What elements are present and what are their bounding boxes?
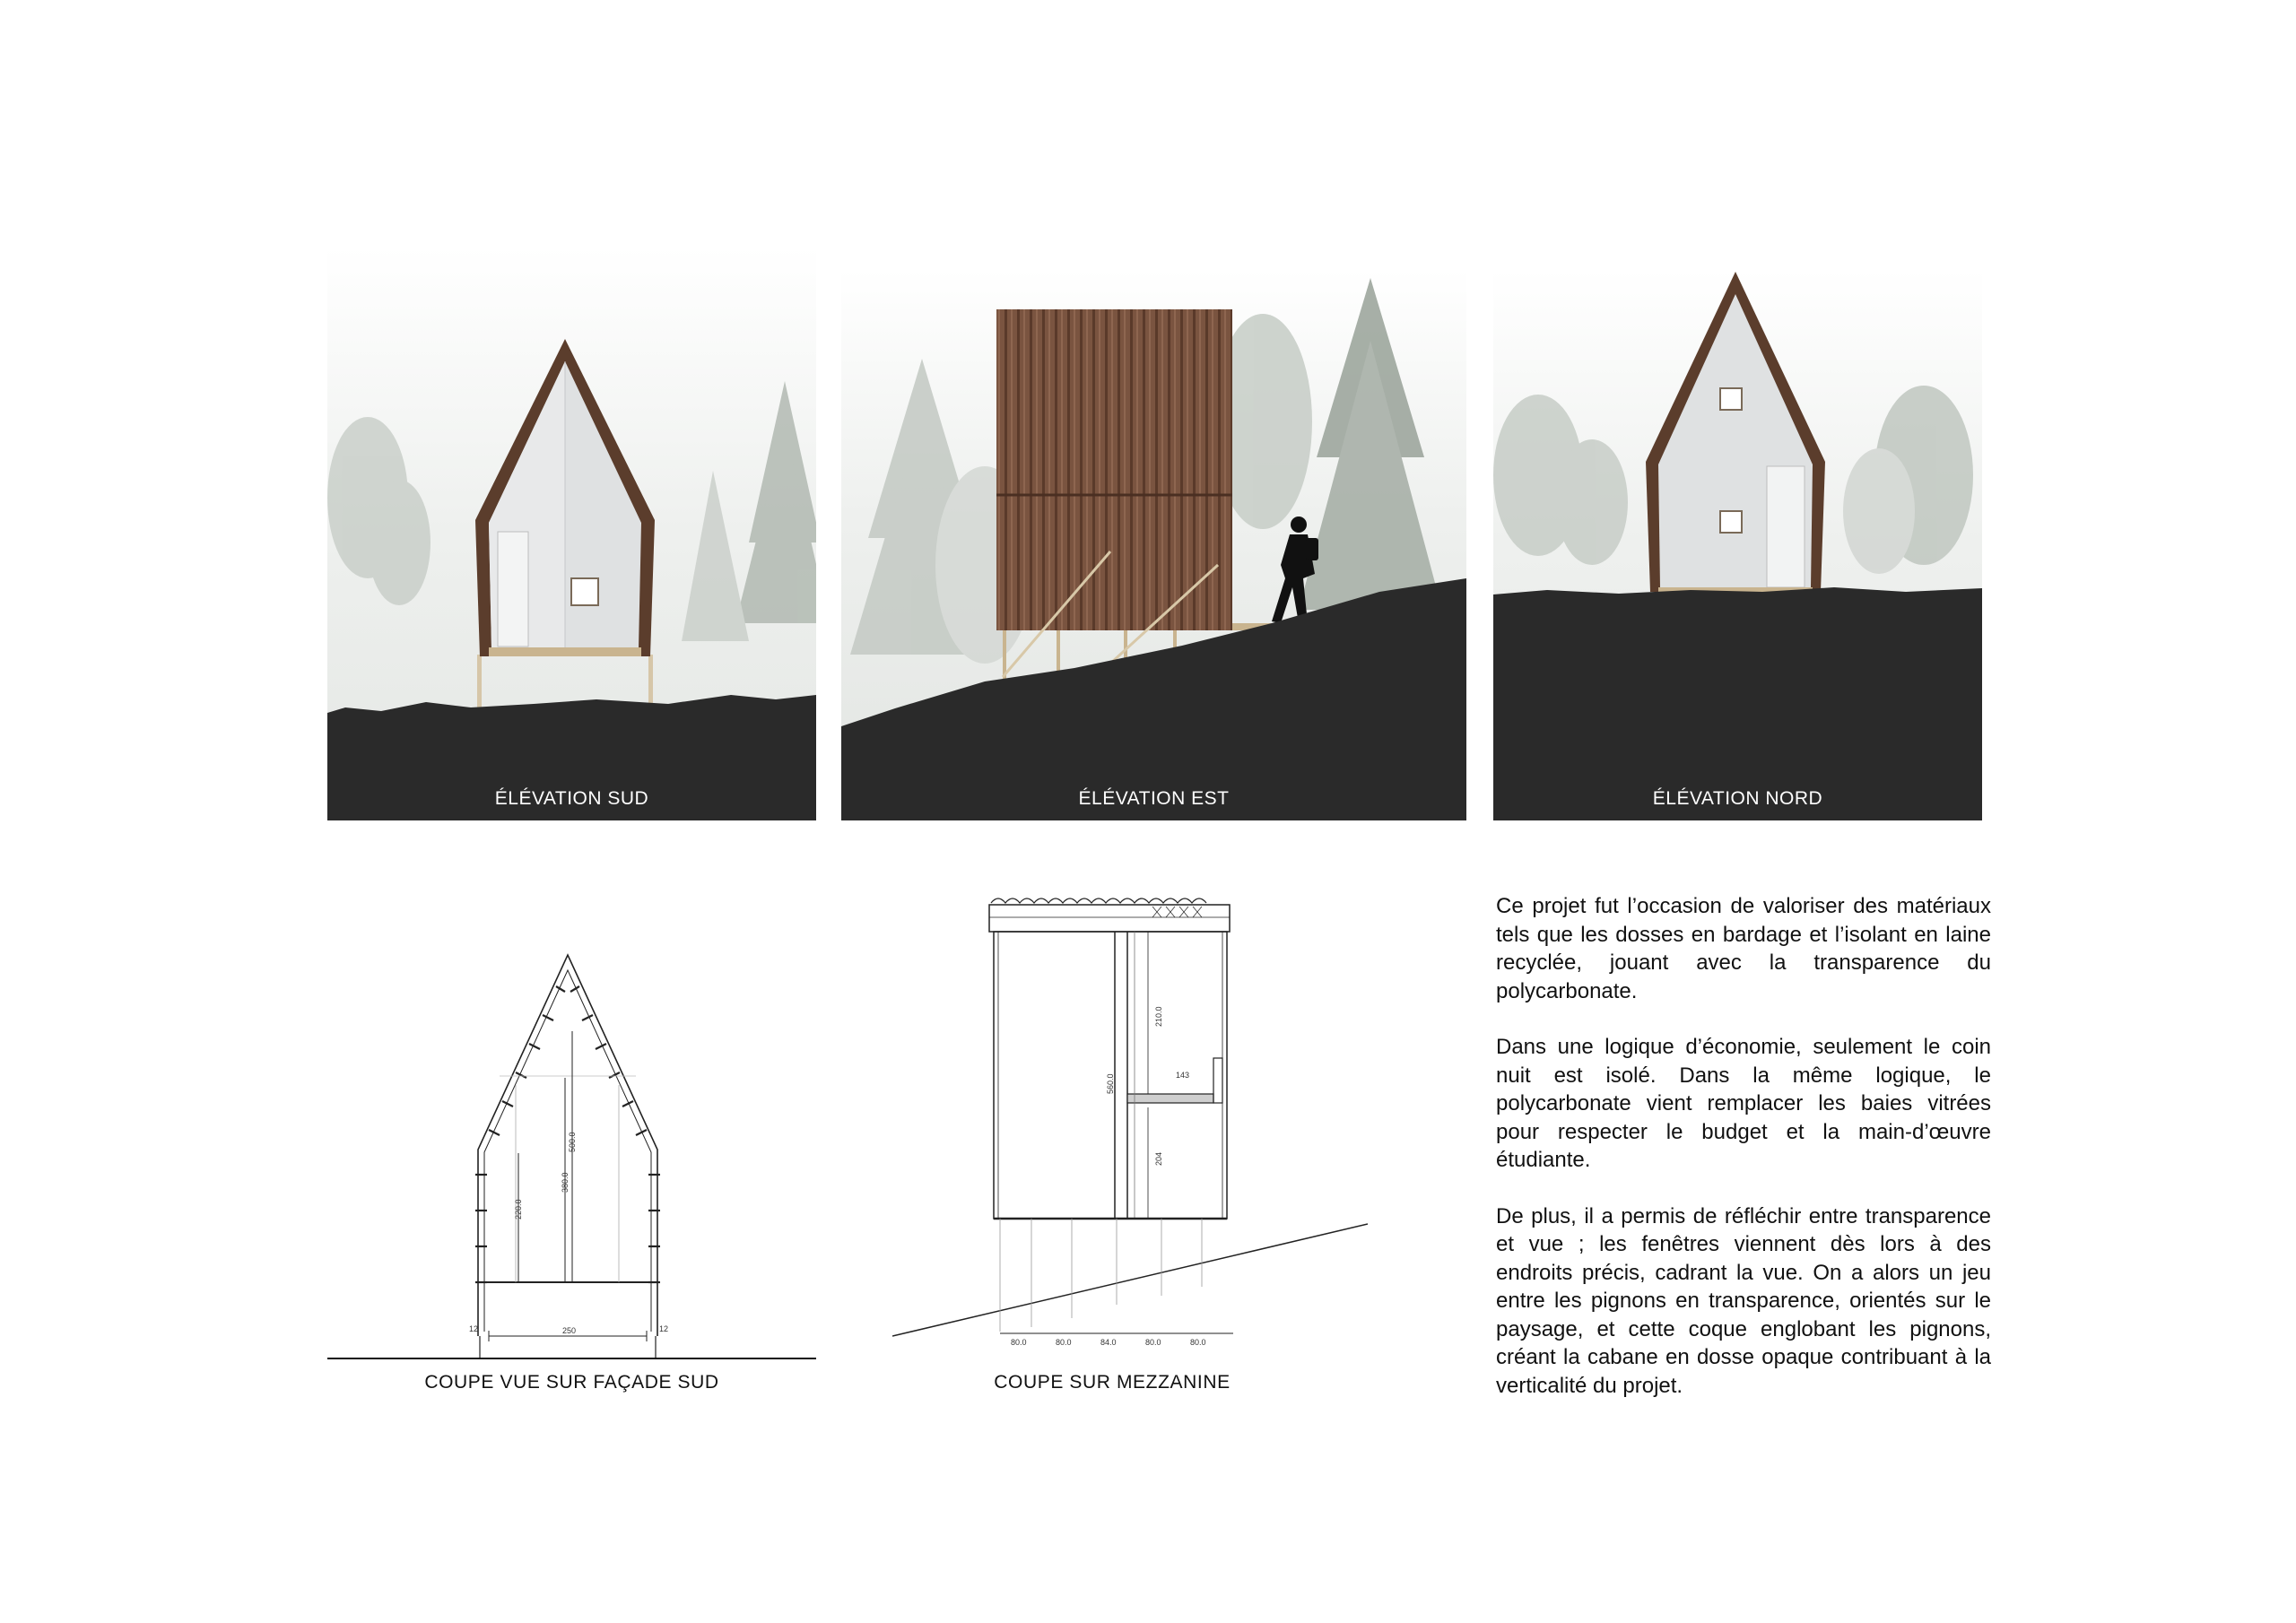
dim-h3: 500.0 (568, 1132, 577, 1152)
project-description (1496, 892, 1991, 1428)
dim-width: 250 (562, 1326, 577, 1335)
ground-nord (1493, 587, 1982, 820)
section-south-caption: COUPE VUE SUR FAÇADE SUD (424, 1372, 719, 1393)
description-paragraph-2: Dans une logique d’économie, seulement le coin nuit est isolé. Dans la même logique, le polycarbonate vient remplacer les baies vitrées pour respecter le budget et la main-d’œuvre étudiante. (1496, 1035, 1991, 1172)
dim-h2: 380.0 (561, 1172, 570, 1193)
dim-span-2: 80.0 (1056, 1338, 1072, 1347)
dim-upper: 210.0 (1154, 1006, 1163, 1027)
dim-span-3: 84.0 (1100, 1338, 1117, 1347)
dim-span-1: 80.0 (1011, 1338, 1027, 1347)
elevation-nord-label: ÉLÉVATION NORD (1652, 788, 1823, 809)
dim-lower: 204 (1154, 1151, 1163, 1166)
dim-total-height: 560.0 (1106, 1073, 1115, 1094)
dim-side-right: 12 (659, 1324, 669, 1333)
cabin-est-box (996, 309, 1232, 630)
section-south-drawing (327, 950, 816, 1363)
dim-mezz: 143 (1176, 1071, 1190, 1080)
section-mezzanine-caption: COUPE SUR MEZZANINE (994, 1372, 1231, 1393)
section-mezzanine-drawing (892, 892, 1368, 1358)
elevation-est-drawing (841, 269, 1466, 820)
description-paragraph-1: Ce projet fut l’occasion de valoriser des matériaux tels que les dosses en bardage et l’isolant en laine recyclée, jouant avec la transparence du polycarbonate. (1496, 894, 1991, 1003)
elevation-sud-panel (327, 247, 816, 820)
elevation-sud-label: ÉLÉVATION SUD (494, 788, 649, 809)
elevation-est-panel (841, 269, 1466, 820)
elevation-est-label: ÉLÉVATION EST (1078, 788, 1230, 809)
description-paragraph-3: De plus, il a permis de réfléchir entre transparence et vue ; les fenêtres viennent dès lors à des endroits précis, cadrant la vue. On a alors un jeu entre les pignons en transparence, orientés sur le paysage, et cette coque englobant les pignons, créant la cabane en dosse opaque contribuant à la verticalité du projet. (1496, 1203, 1991, 1398)
dim-side-left: 12 (469, 1324, 479, 1333)
dim-span-5: 80.0 (1190, 1338, 1206, 1347)
elevation-nord-drawing (1493, 269, 1982, 820)
elevation-sud-drawing (327, 247, 816, 820)
dim-h1: 220.0 (514, 1199, 523, 1219)
dim-span-4: 80.0 (1145, 1338, 1161, 1347)
elevation-nord-panel (1493, 269, 1982, 820)
